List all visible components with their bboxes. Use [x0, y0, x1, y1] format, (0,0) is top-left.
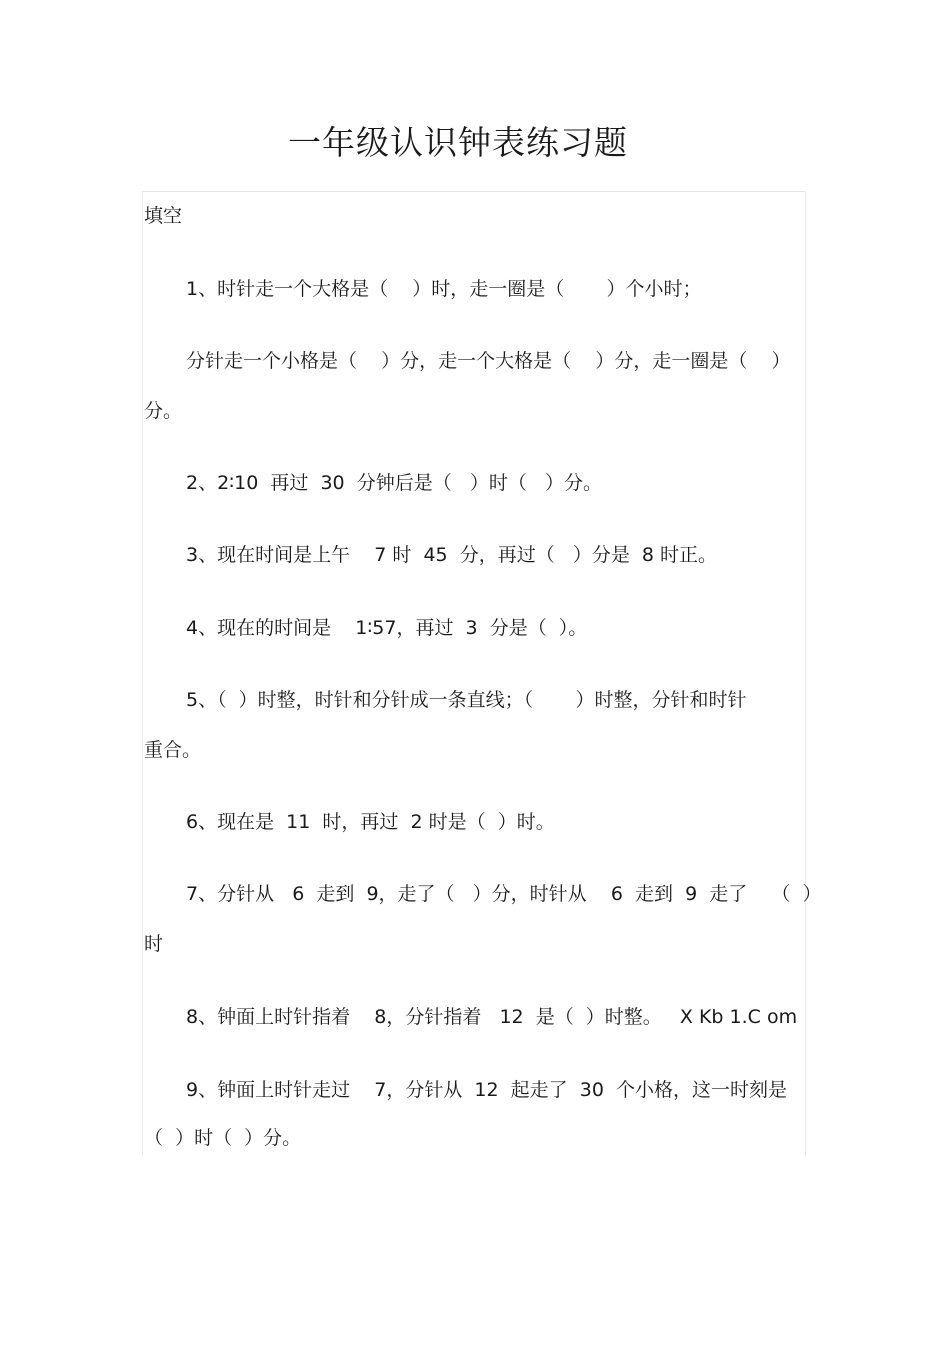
question-1-line-1: 1、时针走一个大格是（ ）时，走一圈是（ ）个小时；: [186, 278, 702, 300]
question-8-line-1: 8、钟面上时针指着 8，分针指着 12 是（ ）时整。 X Kb 1.C om: [186, 1006, 798, 1028]
question-1b-line-1: 分针走一个小格是（ ）分，走一个大格是（ ）分，走一圈是（ ）: [186, 350, 791, 372]
question-9-line-1: 9、钟面上时针走过 7，分针从 12 起走了 30 个小格，这一时刻是: [186, 1079, 788, 1101]
question-5-line-2: 重合。: [144, 739, 202, 761]
question-7-line-2: 时: [144, 933, 164, 955]
question-5-line-1: 5、（ ）时整，时针和分针成一条直线；（ ）时整，分针和时针: [186, 689, 747, 711]
question-7-line-1: 7、分针从 6 走到 9，走了（ ）分，时针从 6 走到 9 走了 （ ）: [186, 883, 822, 905]
question-4-line-1: 4、现在的时间是 1∶57，再过 3 分是（ ）。: [186, 617, 588, 639]
section-heading: 填空: [144, 205, 183, 227]
question-1b-line-2: 分。: [144, 400, 183, 422]
question-9-line-2: （ ）时（ ）分。: [144, 1127, 302, 1149]
page-title: 一年级认识钟表练习题: [288, 123, 628, 162]
question-6-line-1: 6、现在是 11 时，再过 2 时是（ ）时。: [186, 811, 555, 833]
question-2-line-1: 2、2∶10 再过 30 分钟后是（ ）时（ ）分。: [186, 472, 602, 494]
question-3-line-1: 3、现在时间是上午 7 时 45 分，再过（ ）分是 8 时正。: [186, 544, 718, 566]
